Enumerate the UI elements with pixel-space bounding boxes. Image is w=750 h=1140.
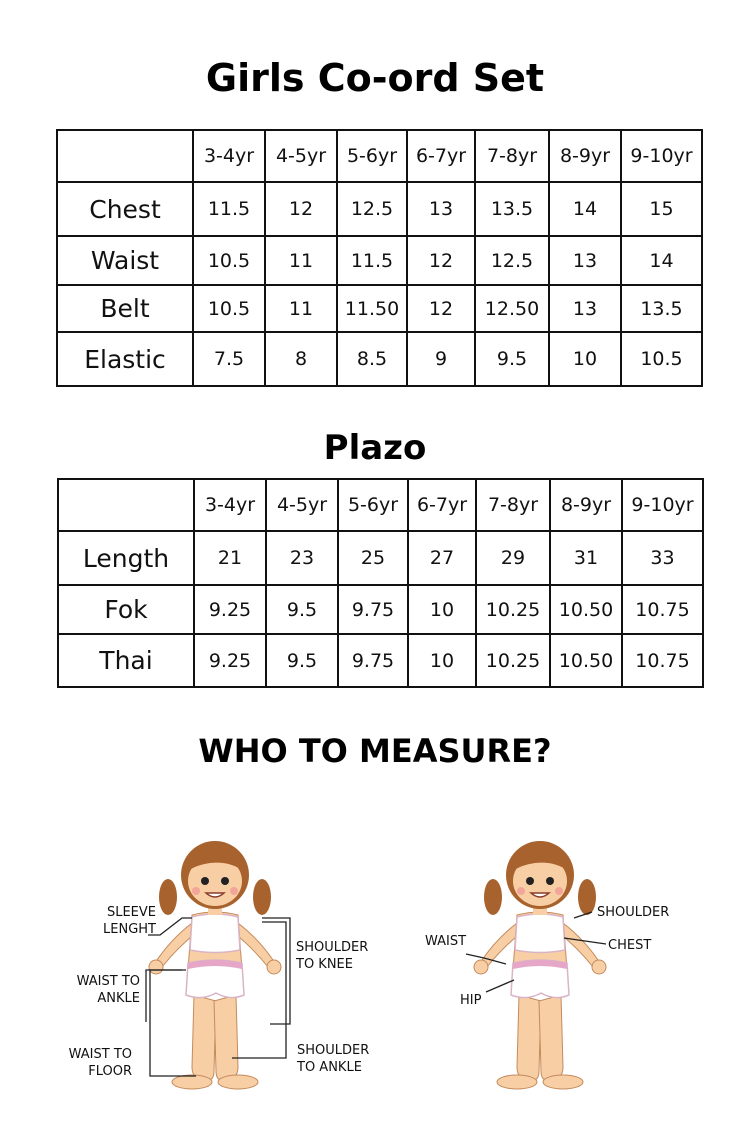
waist-to-ankle-label	[60, 973, 140, 1007]
label-line: SHOULDER	[297, 1043, 370, 1058]
row-label: Belt	[57, 285, 193, 332]
row-label: Chest	[57, 182, 193, 236]
table-cell: 27	[408, 531, 476, 585]
table-cell: 11.5	[193, 182, 265, 236]
table-cell: 14	[549, 182, 621, 236]
table-cell: 10.5	[193, 236, 265, 285]
table-cell: 13.5	[475, 182, 549, 236]
table-cell: 11.5	[337, 236, 407, 285]
table-cell: 13	[549, 236, 621, 285]
table-cell: 10.50	[550, 634, 622, 687]
table-cell: 10.25	[476, 634, 550, 687]
table-cell: 10.50	[550, 585, 622, 634]
table-cell: 10.25	[476, 585, 550, 634]
label-line: TO KNEE	[296, 957, 353, 972]
table-cell: 15	[621, 182, 702, 236]
header-cell: 5-6yr	[338, 479, 408, 531]
table-cell: 9.75	[338, 634, 408, 687]
table-cell: 9.5	[475, 332, 549, 386]
size-chart-title: Girls Co-ord Set	[205, 56, 545, 100]
row-label: Thai	[58, 634, 194, 687]
waist-to-ankle-line	[146, 970, 182, 1022]
shoulder-to-ankle-label	[297, 1042, 369, 1076]
table-cell: 10.5	[193, 285, 265, 332]
table-cell: 12	[407, 285, 475, 332]
chest-label: CHEST	[608, 938, 652, 953]
waist-to-floor-label	[54, 1046, 132, 1080]
table-cell: 8.5	[337, 332, 407, 386]
label-line: LENGHT	[103, 922, 156, 937]
hip-label: HIP	[460, 993, 482, 1008]
table-cell: 21	[194, 531, 266, 585]
header-cell: 8-9yr	[550, 479, 622, 531]
label-line: WAIST TO	[76, 974, 140, 989]
table-cell: 8	[265, 332, 337, 386]
table-cell: 9	[407, 332, 475, 386]
table-cell: 11.50	[337, 285, 407, 332]
header-cell: 7-8yr	[476, 479, 550, 531]
table-cell: 12	[265, 182, 337, 236]
table-cell: 11	[265, 236, 337, 285]
label-line: ANKLE	[97, 991, 140, 1006]
shoulder-to-ankle-line	[232, 922, 286, 1058]
header-cell: 4-5yr	[265, 130, 337, 182]
table-cell: 9.5	[266, 634, 338, 687]
header-cell: 6-7yr	[408, 479, 476, 531]
chest-pointer	[564, 938, 606, 944]
table-cell: 14	[621, 236, 702, 285]
table-cell: 29	[476, 531, 550, 585]
table-cell: 9.5	[266, 585, 338, 634]
header-cell: 3-4yr	[194, 479, 266, 531]
label-line: SHOULDER	[296, 940, 369, 955]
row-label: Elastic	[57, 332, 193, 386]
shoulder-to-knee-label	[296, 939, 368, 973]
header-cell: 6-7yr	[407, 130, 475, 182]
table-cell: 12	[407, 236, 475, 285]
table-cell: 23	[266, 531, 338, 585]
label-line: FLOOR	[88, 1064, 132, 1079]
waist-to-floor-line	[150, 970, 196, 1076]
waist-pointer	[466, 954, 506, 964]
row-label: Fok	[58, 585, 194, 634]
table-cell: 10.75	[622, 585, 703, 634]
waist-label: WAIST	[425, 934, 467, 949]
table-cell: 10.75	[622, 634, 703, 687]
header-cell: 7-8yr	[475, 130, 549, 182]
table-cell: 9.25	[194, 634, 266, 687]
table-cell: 11	[265, 285, 337, 332]
header-cell: 4-5yr	[266, 479, 338, 531]
table-cell: 10	[549, 332, 621, 386]
table-cell: 7.5	[193, 332, 265, 386]
shoulder-pointer	[574, 912, 592, 918]
table-cell: 12.5	[337, 182, 407, 236]
shoulder-label: SHOULDER	[597, 905, 670, 920]
table-cell: 31	[550, 531, 622, 585]
header-cell: 9-10yr	[621, 130, 702, 182]
label-line: WAIST TO	[68, 1047, 132, 1062]
table-cell: 13.5	[621, 285, 702, 332]
table-cell: 10	[408, 634, 476, 687]
table-cell: 13	[549, 285, 621, 332]
row-label: Waist	[57, 236, 193, 285]
table-cell: 25	[338, 531, 408, 585]
table-cell: 9.75	[338, 585, 408, 634]
label-line: SLEEVE	[106, 905, 156, 920]
table-cell: 12.5	[475, 236, 549, 285]
measure-title: WHO TO MEASURE?	[198, 732, 552, 770]
table-cell: 33	[622, 531, 703, 585]
table-cell: 9.25	[194, 585, 266, 634]
table-cell: 10	[408, 585, 476, 634]
plazo-title: Plazo	[323, 428, 427, 468]
hip-pointer	[486, 980, 514, 992]
label-line: TO ANKLE	[297, 1060, 362, 1075]
row-label: Length	[58, 531, 194, 585]
table-cell: 10.5	[621, 332, 702, 386]
table-cell: 12.50	[475, 285, 549, 332]
header-cell: 5-6yr	[337, 130, 407, 182]
header-cell: 8-9yr	[549, 130, 621, 182]
table-cell: 13	[407, 182, 475, 236]
sleeve-length-label	[80, 904, 156, 938]
header-cell: 3-4yr	[193, 130, 265, 182]
header-cell: 9-10yr	[622, 479, 703, 531]
